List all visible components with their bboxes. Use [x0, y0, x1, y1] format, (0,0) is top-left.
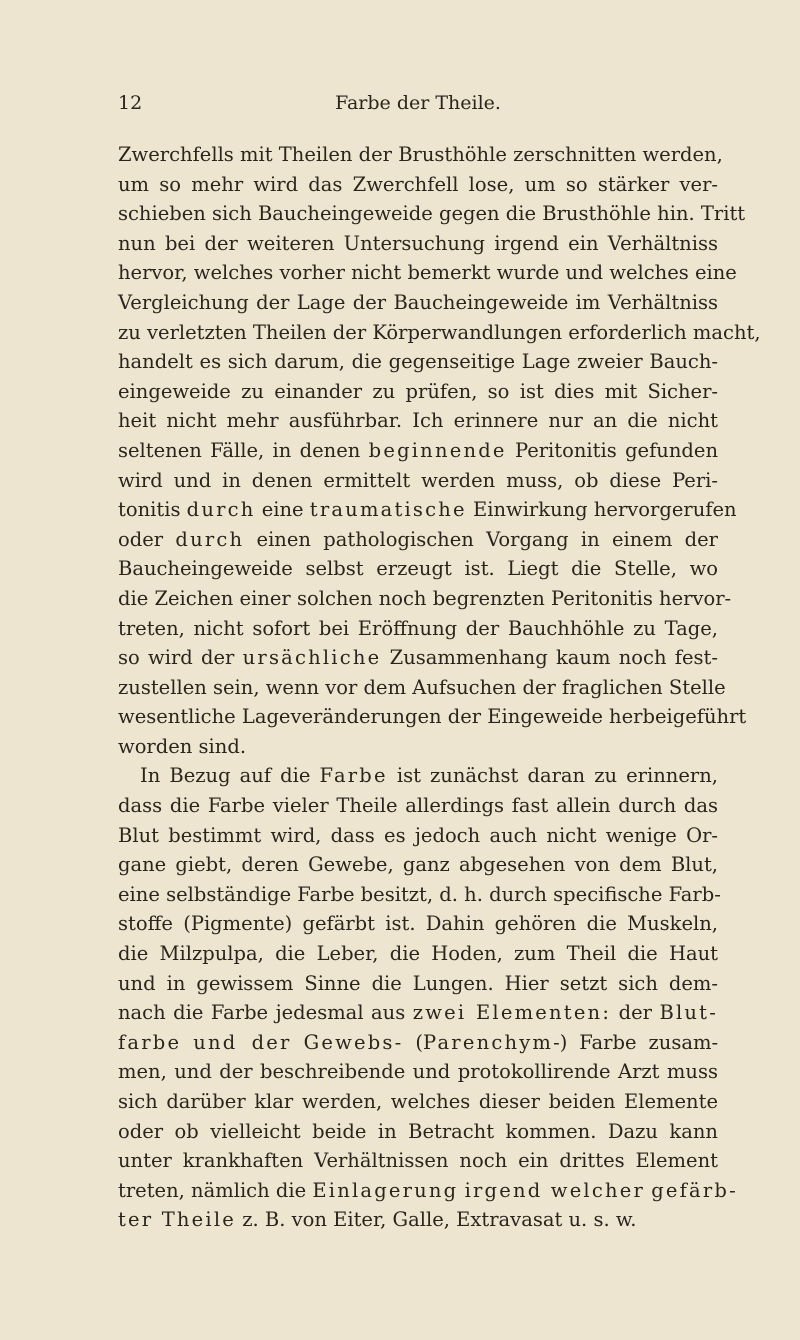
text-line: Vergleichung der Lage der Baucheingeweide im Verhältniss	[118, 290, 718, 314]
spaced-word: durch	[186, 498, 256, 522]
spaced-word: irgend welcher	[464, 1178, 646, 1202]
text-run: z. B. von Eiter, Galle, Extravasat u. s. w.	[242, 1208, 637, 1232]
text-line	[118, 643, 718, 673]
text-line: schieben sich Baucheingeweide gegen die Brusthöhle hin. Tritt	[118, 202, 746, 226]
spaced-word: Gewebs-	[303, 1030, 404, 1054]
text-line: stoffe (Pigmente) gefärbt ist. Dahin gehören die Muskeln,	[118, 912, 718, 936]
text-line: zustellen sein, wenn vor dem Aufsuchen der fraglichen Stelle	[118, 675, 726, 699]
page-header	[118, 88, 718, 118]
text-line	[118, 495, 737, 525]
text-line	[118, 1205, 718, 1235]
text-line	[118, 1176, 738, 1206]
text-line	[118, 436, 718, 466]
text-line: Blut bestimmt wird, dass es jedoch auch nicht wenige Or-	[118, 823, 718, 847]
text-line: men, und der beschreibende und protokollirende Arzt muss	[118, 1060, 718, 1084]
text-run: Peritonitis gefunden	[514, 438, 719, 462]
text-run: treten, nämlich die	[118, 1178, 307, 1202]
spaced-word: ursächliche	[242, 646, 382, 670]
text-line: Zwerchfells mit Theilen der Brusthöhle zerschnitten werden,	[118, 143, 723, 166]
text-line: zu verletzten Theilen der Körperwandlungen erforderlich macht,	[118, 320, 761, 344]
text-run: In Bezug auf die	[140, 764, 311, 788]
spaced-word: gefärb-	[651, 1178, 738, 1202]
text-line: sich darüber klar werden, welches dieser beiden Elemente	[118, 1090, 718, 1113]
text-run: -) Farbe zusam-	[553, 1030, 719, 1054]
text-line: wird und in denen ermittelt werden muss, ob diese Peri-	[118, 468, 718, 492]
text-line: heit nicht mehr ausführbar. Ich erinnere nur an die nicht	[118, 409, 718, 433]
text-line: die Milzpulpa, die Leber, die Hoden, zum Theil die Haut	[118, 942, 718, 966]
spaced-word: zwei Elementen:	[412, 1001, 612, 1025]
text-run: (	[415, 1030, 424, 1054]
text-line: treten, nicht sofort bei Eröffnung der Bauchhöhle zu Tage,	[118, 616, 718, 640]
page-number: 12	[118, 92, 143, 114]
text-line: die Zeichen einer solchen noch begrenzten Peritonitis hervor-	[118, 586, 732, 610]
text-line: worden sind.	[118, 734, 247, 758]
spaced-word: Einlagerung	[312, 1178, 459, 1202]
spaced-word: Farbe	[319, 764, 388, 788]
text-line: eine selbständige Farbe besitzt, d. h. durch specifische Farb-	[118, 882, 721, 906]
spaced-word: ter Theile	[118, 1208, 237, 1232]
body-text	[118, 140, 761, 1235]
text-run: seltenen Fälle, in denen	[118, 438, 361, 462]
text-run: Zusammenhang kaum noch fest-	[389, 646, 718, 670]
spaced-word: Blut-	[659, 1001, 719, 1025]
text-line	[118, 998, 718, 1028]
spaced-word: durch	[175, 527, 245, 551]
text-run: so wird der	[118, 646, 235, 670]
text-line: unter krankhaften Verhältnissen noch ein drittes Element	[118, 1149, 718, 1173]
running-title: Farbe der Theile.	[335, 92, 501, 114]
text-line	[118, 761, 718, 791]
text-line: gane giebt, deren Gewebe, ganz abgesehen von dem Blut,	[118, 853, 718, 877]
text-run: oder	[118, 527, 164, 551]
text-line: Baucheingeweide selbst erzeugt ist. Liegt die Stelle, wo	[118, 557, 718, 581]
spaced-word: beginnende	[368, 438, 507, 462]
text-run: tonitis	[118, 498, 181, 522]
text-line: dass die Farbe vieler Theile allerdings fast allein durch das	[118, 794, 718, 818]
text-run: Einwirkung hervorgerufen	[472, 498, 737, 522]
text-line: wesentliche Lageveränderungen der Eingeweide herbeigeführt	[118, 705, 747, 729]
text-line	[118, 1028, 718, 1058]
spaced-word: und der	[193, 1030, 292, 1054]
text-run: der	[618, 1001, 652, 1025]
text-run: eine	[261, 498, 304, 522]
text-run: ist zunächst daran zu erinnern,	[396, 764, 718, 788]
text-line: eingeweide zu einander zu prüfen, so ist dies mit Sicher-	[118, 379, 718, 403]
spaced-word: farbe	[118, 1030, 182, 1054]
text-line: handelt es sich darum, die gegenseitige Lage zweier Bauch-	[118, 350, 718, 374]
text-line: um so mehr wird das Zwerchfell lose, um so stärker ver-	[118, 172, 718, 196]
text-line: hervor, welches vorher nicht bemerkt wurde und welches eine	[118, 261, 737, 285]
text-line: und in gewissem Sinne die Lungen. Hier setzt sich dem-	[118, 971, 718, 995]
text-run: einen pathologischen Vorgang in einem der	[256, 527, 718, 551]
spaced-word: Parenchym	[423, 1030, 554, 1054]
text-line: oder ob vielleicht beide in Betracht kommen. Dazu kann	[118, 1119, 718, 1143]
spaced-word: traumatische	[309, 498, 467, 522]
text-run: nach die Farbe jedesmal aus	[118, 1001, 406, 1025]
text-line	[118, 525, 718, 555]
text-line: nun bei der weiteren Untersuchung irgend ein Verhältniss	[118, 231, 718, 255]
